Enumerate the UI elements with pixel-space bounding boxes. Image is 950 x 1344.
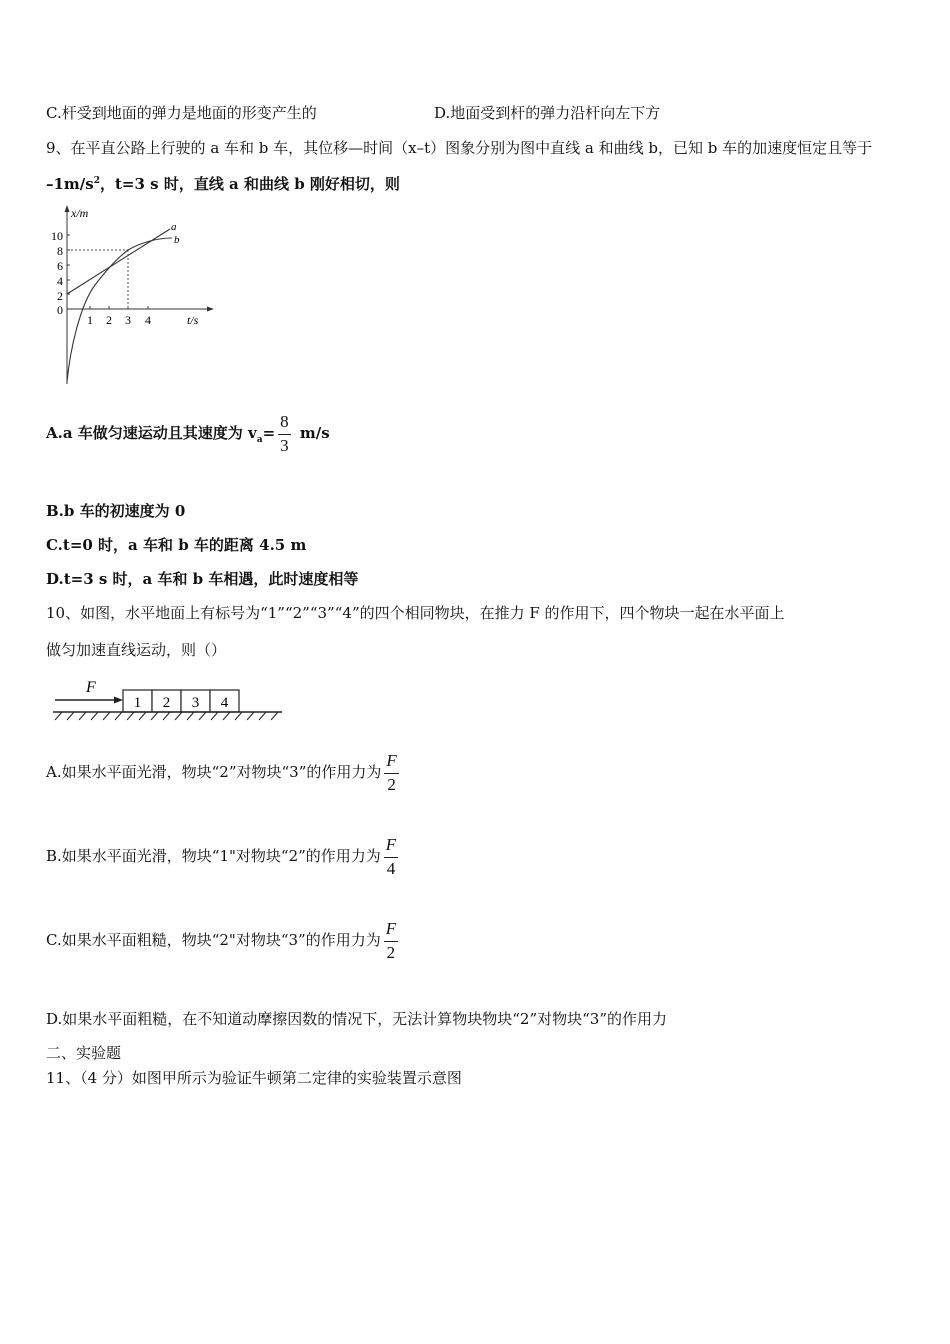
q9-option-b: B.b 车的初速度为 0 [46, 502, 186, 520]
fraction-denominator: 2 [387, 774, 396, 794]
block-4-label: 4 [220, 695, 229, 711]
q10-stem-line1: 10、如图，水平地面上有标号为“1”“2”“3”“4”的四个相同物块，在推力 F 的作用下，四个物块一起在水平面上 [46, 604, 785, 622]
xt-graph [40, 200, 220, 390]
q9-option-a-subscript: a [256, 435, 263, 446]
q8-option-d: D.地面受到杆的弹力沿杆向左下方 [434, 104, 661, 122]
line-a-label: a [171, 221, 177, 233]
x-tick-2: 2 [106, 313, 112, 327]
q10-option-b-fraction [384, 836, 398, 878]
q9-stem-line2 [46, 173, 400, 194]
y-tick-4: 4 [57, 274, 63, 288]
q9-stem-rest: ，t=3 s 时，直线 a 和曲线 b 刚好相切，则 [100, 175, 400, 193]
blocks-diagram [50, 676, 286, 726]
x-tick-4: 4 [145, 313, 151, 327]
y-ticks [51, 229, 63, 317]
q9-option-a [46, 413, 330, 455]
y-tick-8: 8 [57, 244, 63, 258]
q9-accel-exponent: 2 [93, 176, 100, 186]
fraction-numerator: F [384, 836, 398, 858]
y-tick-2: 2 [57, 289, 63, 303]
x-ticks [87, 313, 151, 327]
q9-option-d: D.t=3 s 时，a 车和 b 车相遇，此时速度相等 [46, 570, 359, 588]
origin-label: 0 [57, 303, 63, 317]
y-tick-10: 10 [51, 229, 63, 243]
force-label: F [86, 679, 96, 696]
x-axis-label: t/s [187, 313, 199, 327]
fraction-denominator: 3 [280, 435, 289, 455]
ground-hatching [55, 712, 278, 720]
curve-b [67, 238, 172, 382]
q10-option-b [46, 836, 398, 878]
q9-accel-value: –1m/s [46, 175, 94, 193]
y-axis-label: x/m [71, 206, 89, 220]
q9-option-a-text: A.a 车做匀速运动且其速度为 v [46, 424, 257, 443]
q10-stem-line2: 做匀加速直线运动，则（） [46, 641, 227, 659]
y-axis-arrow [65, 205, 70, 212]
q10-option-a-text: A.如果水平面光滑，物块“2”对物块“3”的作用力为 [46, 763, 382, 782]
fraction-numerator: F [384, 752, 398, 774]
q11-stem: 11、（4 分）如图甲所示为验证牛顿第二定律的实验装置示意图 [46, 1069, 462, 1087]
force-arrow-head [114, 697, 123, 704]
x-axis-arrow [207, 307, 214, 312]
fraction-numerator: 8 [278, 413, 291, 435]
q9-option-a-unit: m/s [299, 424, 330, 443]
q8-option-c: C.杆受到地面的弹力是地面的形变产生的 [46, 104, 317, 122]
x-tick-3: 3 [125, 313, 131, 327]
section-title: 二、实验题 [46, 1044, 122, 1062]
fraction-denominator: 4 [386, 858, 396, 878]
block-1-label: 1 [133, 695, 142, 711]
y-tick-6: 6 [57, 259, 63, 273]
block-3-label: 3 [191, 695, 200, 711]
q10-option-a [46, 752, 399, 794]
fraction-denominator: 2 [386, 942, 396, 962]
q9-stem-line1: 9、在平直公路上行驶的 a 车和 b 车，其位移—时间（x–t）图象分别为图中直线 a 和曲线 b，已知 b 车的加速度恒定且等于 [46, 139, 873, 157]
x-tick-1: 1 [87, 313, 93, 327]
q10-option-c-text: C.如果水平面粗糙，物块“2"对物块“3”的作用力为 [46, 931, 381, 950]
line-a [67, 229, 170, 294]
fraction-numerator: F [384, 920, 398, 942]
q9-option-c: C.t=0 时，a 车和 b 车的距离 4.5 m [46, 536, 307, 554]
q10-option-a-fraction [384, 752, 398, 794]
q10-option-d: D.如果水平面粗糙，在不知道动摩擦因数的情况下，无法计算物块物块“2”对物块“3”的作用力 [46, 1010, 668, 1028]
q10-option-c-fraction [384, 920, 398, 962]
block-2-label: 2 [162, 695, 171, 711]
q9-option-a-fraction [278, 413, 291, 455]
curve-b-label: b [174, 234, 180, 246]
q9-option-a-eq: = [262, 424, 276, 443]
q10-option-c [46, 920, 398, 962]
q10-option-b-text: B.如果水平面光滑，物块“1"对物块“2”的作用力为 [46, 847, 381, 866]
